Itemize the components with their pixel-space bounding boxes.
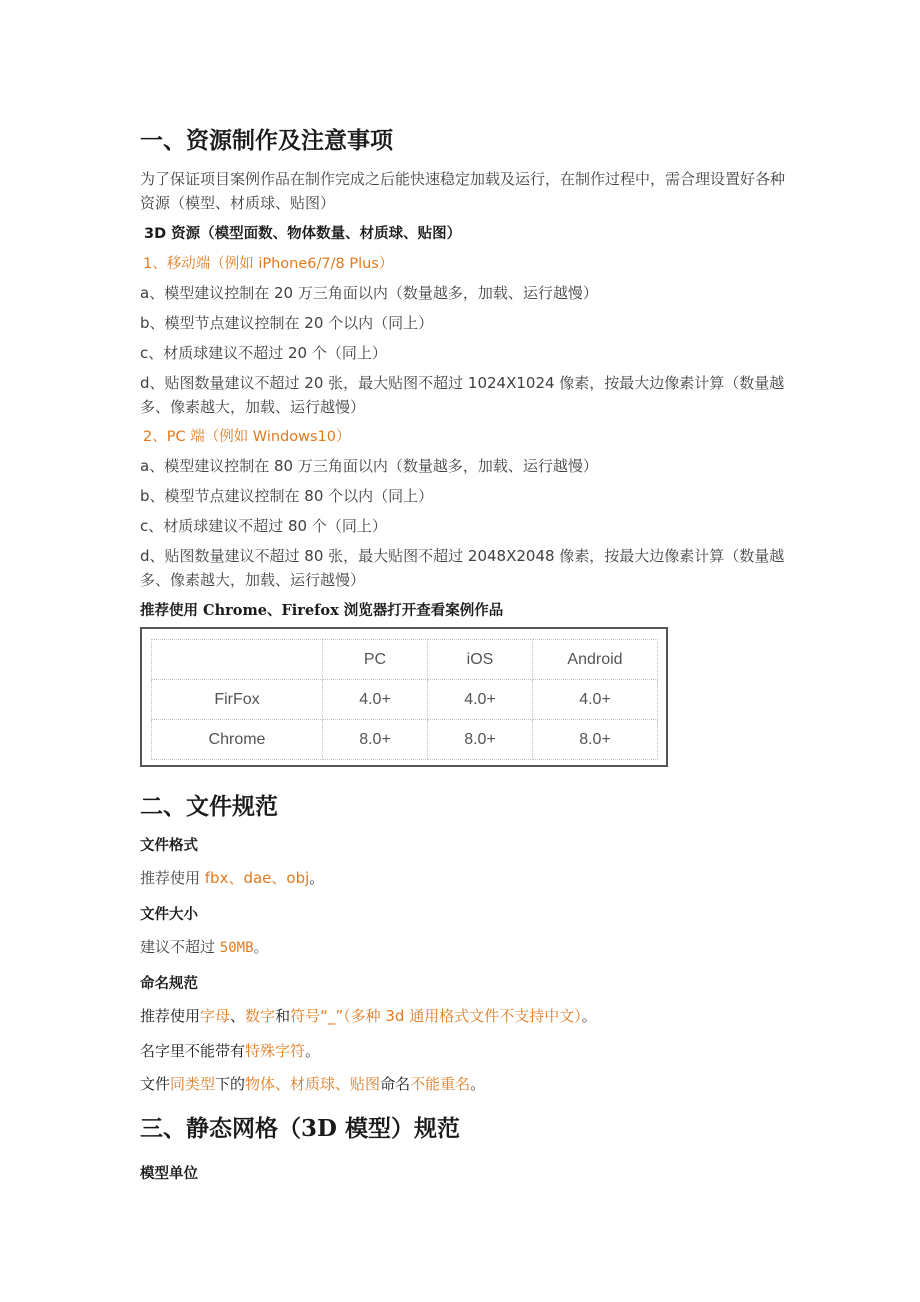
size-value: 50MB — [219, 940, 254, 956]
compat-table-frame — [140, 627, 668, 767]
naming-line-1 — [140, 1004, 597, 1028]
file-size-line — [140, 935, 269, 960]
highlight-span: 字母 — [200, 1007, 231, 1025]
highlight-span: 符号“_”（多种 3d 通用格式文件不支持中文） — [290, 1007, 582, 1025]
table-cell: 4.0+ — [428, 680, 533, 720]
text-span: 名字里不能带有 — [140, 1042, 246, 1060]
table-cell: Chrome — [152, 720, 323, 760]
table-row — [152, 680, 658, 720]
table-cell: 8.0+ — [323, 720, 428, 760]
highlight-span: 不能重名 — [410, 1075, 471, 1093]
naming-label: 命名规范 — [140, 976, 198, 992]
table-header-cell: PC — [323, 640, 428, 680]
format-value: fbx、dae、obj — [204, 869, 310, 887]
text-span: 。 — [305, 1042, 321, 1060]
table-cell: 4.0+ — [323, 680, 428, 720]
section-title-1: 一、资源制作及注意事项 — [140, 127, 393, 154]
highlight-span: 特殊字符 — [245, 1042, 306, 1060]
text-span: 。 — [309, 869, 325, 887]
intro-paragraph: 为了保证项目案例作品在制作完成之后能快速稳定加载及运行，在制作过程中，需合理设置好各种资源（模型、材质球、贴图） — [140, 170, 786, 212]
file-format-label: 文件格式 — [140, 838, 198, 854]
highlight-span: 数字 — [245, 1007, 276, 1025]
text-span: 。 — [253, 938, 269, 956]
pc-item-d: d、贴图数量建议不超过 80 张，最大贴图不超过 2048X2048 像素，按最大边像素计算（数量越多、像素越大，加载、运行越慢） — [140, 547, 785, 589]
text-span: 、 — [230, 1007, 246, 1025]
mobile-item-a: a、模型建议控制在 20 万三角面以内（数量越多，加载、运行越慢） — [140, 284, 598, 302]
table-header-row — [152, 640, 658, 680]
text-span: 文件 — [140, 1075, 171, 1093]
table-row — [152, 720, 658, 760]
file-size-label: 文件大小 — [140, 907, 198, 923]
subheading-3d-resources: 3D 资源（模型面数、物体数量、材质球、贴图） — [144, 226, 462, 242]
pc-item-b: b、模型节点建议控制在 80 个以内（同上） — [140, 487, 434, 505]
highlight-span: 物体、材质球、贴图 — [245, 1075, 381, 1093]
pc-heading: 2、PC 端（例如 Windows10） — [143, 429, 351, 445]
text-span: 建议不超过 — [140, 938, 220, 956]
mobile-item-b: b、模型节点建议控制在 20 个以内（同上） — [140, 314, 434, 332]
naming-line-3 — [140, 1072, 485, 1096]
table-cell: 4.0+ — [533, 680, 658, 720]
naming-line-2 — [140, 1039, 320, 1063]
model-unit-label: 模型单位 — [140, 1166, 198, 1182]
table-header-cell: iOS — [428, 640, 533, 680]
table-header-cell: Android — [533, 640, 658, 680]
text-span: 。 — [470, 1075, 486, 1093]
mobile-item-d: d、贴图数量建议不超过 20 张，最大贴图不超过 1024X1024 像素，按最大边像素计算（数量越多、像素越大，加载、运行越慢） — [140, 374, 785, 416]
table-cell: 8.0+ — [533, 720, 658, 760]
table-header-cell — [152, 640, 323, 680]
browser-note: 推荐使用 Chrome、Firefox 浏览器打开查看案例作品 — [140, 602, 504, 619]
compat-table — [151, 639, 658, 760]
table-cell: 8.0+ — [428, 720, 533, 760]
text-span: 命名 — [380, 1075, 411, 1093]
mobile-heading: 1、移动端（例如 iPhone6/7/8 Plus） — [143, 256, 394, 272]
section-title-2: 二、文件规范 — [140, 793, 278, 820]
mobile-item-c: c、材质球建议不超过 20 个（同上） — [140, 344, 387, 362]
section-title-3: 三、静态网格（3D 模型）规范 — [140, 1115, 460, 1142]
pc-item-a: a、模型建议控制在 80 万三角面以内（数量越多，加载、运行越慢） — [140, 457, 598, 475]
text-span: 下的 — [215, 1075, 246, 1093]
file-format-line — [140, 866, 324, 890]
text-span: 和 — [275, 1007, 291, 1025]
text-span: 推荐使用 — [140, 1007, 201, 1025]
table-cell: FirFox — [152, 680, 323, 720]
pc-item-c: c、材质球建议不超过 80 个（同上） — [140, 517, 387, 535]
text-span: 。 — [581, 1007, 597, 1025]
highlight-span: 同类型 — [170, 1075, 216, 1093]
text-span: 推荐使用 — [140, 869, 205, 887]
